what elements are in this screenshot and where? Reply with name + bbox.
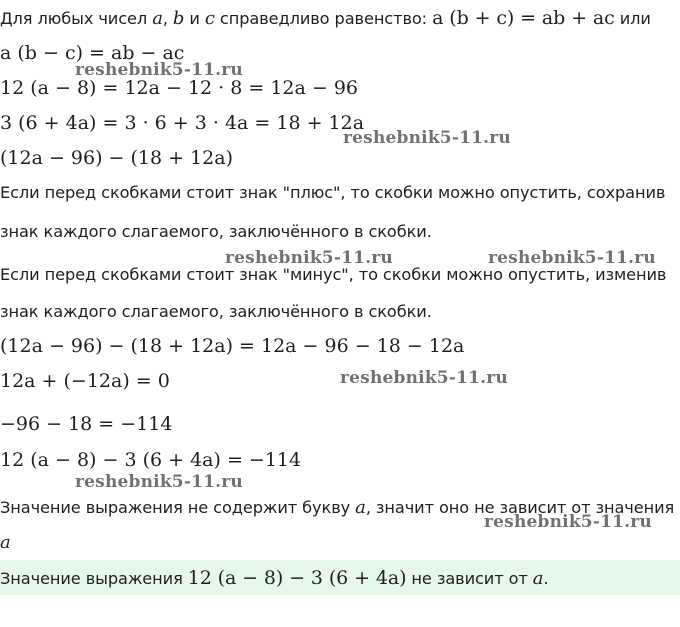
calc-2: 12a + (−12a) = 0 (0, 370, 170, 392)
answer-suffix: не зависит от (406, 569, 533, 588)
calc-1: (12a − 96) − (18 + 12a) = 12a − 96 − 18 − 12a (0, 335, 465, 357)
step-3: (12a − 96) − (18 + 12a) (0, 147, 234, 169)
rule-plus-line-2: знак каждого слагаемого, заключённого в скобки. (0, 222, 432, 241)
watermark: reshebnik5-11.ru (343, 128, 511, 148)
watermark: reshebnik5-11.ru (484, 512, 652, 532)
identity-minus: a (b − c) = ab − ac (0, 42, 185, 64)
conclusion-text-2: , значит оно не зависит от значения (365, 498, 675, 517)
watermark: reshebnik5-11.ru (488, 248, 656, 268)
answer-expression: 12 (a − 8) − 3 (6 + 4a) (187, 567, 407, 589)
rule-minus-line-2: знак каждого слагаемого, заключённого в скобки. (0, 302, 432, 321)
calc-4: 12 (a − 8) − 3 (6 + 4a) = −114 (0, 449, 302, 471)
watermark: reshebnik5-11.ru (340, 368, 508, 388)
answer-line (0, 567, 548, 589)
var-a: a (152, 8, 163, 29)
intro-line (0, 7, 651, 29)
watermark: reshebnik5-11.ru (75, 60, 243, 80)
step-2: 3 (6 + 4a) = 3 · 6 + 3 · 4a = 18 + 12a (0, 112, 365, 134)
sep: , (162, 9, 173, 28)
answer-var: a (532, 568, 544, 589)
var-b: b (172, 8, 185, 29)
or-word: или (614, 9, 651, 28)
step-1: 12 (a − 8) = 12a − 12 · 8 = 12a − 96 (0, 77, 359, 99)
watermark: reshebnik5-11.ru (75, 472, 243, 492)
conclusion-var-line: a (0, 532, 11, 553)
conclusion-var: a (355, 497, 366, 518)
intro-text-after: справедливо равенство: (214, 9, 433, 28)
conclusion-text: Значение выражения не содержит букву (0, 498, 356, 517)
conj: и (184, 9, 205, 28)
answer-prefix: Значение выражения (0, 569, 188, 588)
var-c: c (204, 8, 215, 29)
watermark: reshebnik5-11.ru (225, 248, 393, 268)
answer-end: . (543, 569, 549, 588)
identity-plus: a (b + c) = ab + ac (432, 7, 615, 29)
rule-minus-line-1: Если перед скобками стоит знак "минус", то скобки можно опустить, изменив (0, 265, 667, 284)
calc-3: −96 − 18 = −114 (0, 413, 173, 435)
intro-text: Для любых чисел (0, 9, 153, 28)
rule-plus-line-1: Если перед скобками стоит знак "плюс", то скобки можно опустить, сохранив (0, 183, 666, 202)
